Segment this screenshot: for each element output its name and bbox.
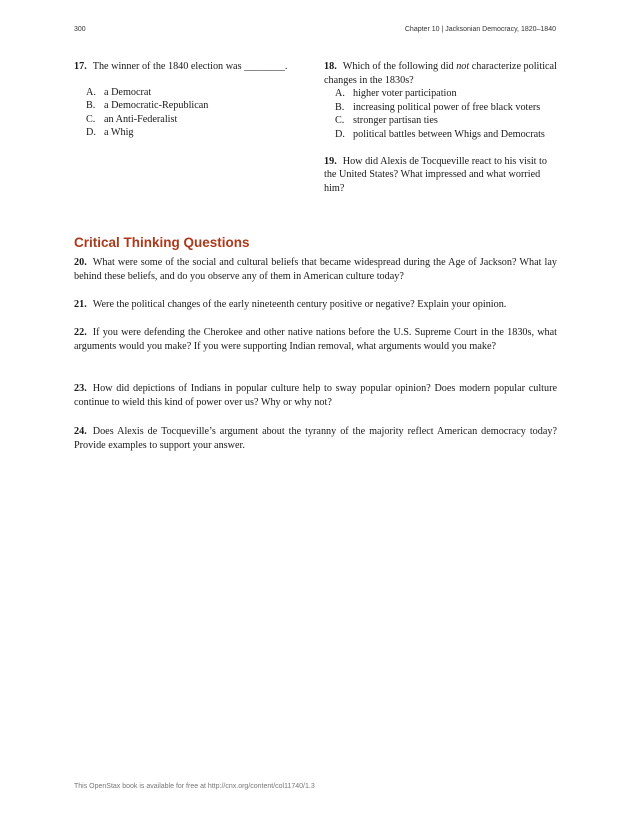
page-footer: This OpenStax book is available for free at http://cnx.org/content/col11740/1.3 [74, 783, 315, 790]
option-letter: B. [335, 101, 345, 113]
question-22 [74, 326, 557, 353]
section-title: Critical Thinking Questions [74, 235, 250, 250]
option-c [324, 114, 558, 128]
question-24 [74, 425, 557, 452]
option-text: increasing political power of free black voters [353, 101, 541, 113]
question-number: 17. [74, 61, 87, 72]
options-list [74, 86, 314, 140]
option-a [74, 86, 314, 100]
option-letter: D. [86, 127, 96, 139]
question-text: How did depictions of Indians in popular culture help to sway popular opinion? Does modern popular culture continue to wield this kind of power over us? Why or why not? [74, 383, 557, 408]
emphasis-text: not [456, 61, 470, 72]
question-text: How did Alexis de Tocqueville react to his visit to the United States? What impressed and what worried him? [324, 155, 547, 194]
option-c [74, 113, 314, 127]
question-number: 18. [324, 61, 337, 72]
option-letter: C. [335, 115, 345, 127]
page-number: 300 [74, 26, 86, 33]
question-23 [74, 382, 557, 409]
option-d [74, 126, 314, 140]
question-text: If you were defending the Cherokee and other native nations before the U.S. Supreme Court in the 1830s, what arguments would you make? If you were supporting Indian removal, what arguments would you make? [74, 327, 557, 352]
question-text: Were the political changes of the early nineteenth century positive or negative? Explain your opinion. [92, 299, 507, 310]
option-text: political battles between Whigs and Democrats [353, 128, 545, 140]
question-number: 20. [74, 257, 87, 268]
option-text: a Democrat [104, 86, 152, 98]
option-letter: D. [335, 128, 345, 140]
question-21 [74, 298, 557, 312]
question-text: Which of the following did [342, 61, 457, 72]
question-text: The winner of the 1840 election was ________. [92, 61, 288, 72]
option-letter: A. [335, 88, 345, 100]
question-20 [74, 256, 557, 283]
option-b [74, 99, 314, 113]
question-number: 24. [74, 426, 87, 437]
option-text: higher voter participation [353, 88, 457, 100]
option-text: a Whig [104, 127, 134, 139]
option-letter: C. [86, 113, 96, 125]
option-letter: A. [86, 86, 96, 98]
left-column [74, 60, 314, 140]
option-text: a Democratic-Republican [104, 100, 209, 112]
question-17 [74, 60, 314, 74]
question-number: 21. [74, 299, 87, 310]
question-19 [324, 155, 558, 196]
option-text: an Anti-Federalist [104, 113, 178, 125]
option-a [324, 87, 558, 101]
question-number: 23. [74, 383, 87, 394]
options-list [324, 87, 558, 141]
question-text: Does Alexis de Tocqueville’s argument about the tyranny of the majority reflect American democracy today? Provide examples to support your answer. [74, 426, 557, 451]
question-text: characterize political changes in the 1830s? [324, 61, 557, 86]
right-column [324, 60, 558, 195]
question-number: 19. [324, 155, 337, 167]
chapter-title: Chapter 10 | Jacksonian Democracy, 1820–1840 [404, 26, 556, 33]
option-letter: B. [86, 100, 96, 112]
option-d [324, 128, 558, 142]
question-text: What were some of the social and cultural beliefs that became widespread during the Age of Jackson? What lay behind these beliefs, and do you observe any of them in American culture today? [74, 257, 557, 282]
option-text: stronger partisan ties [353, 115, 438, 127]
question-number: 22. [74, 327, 87, 338]
question-18 [324, 60, 558, 87]
option-b [324, 101, 558, 115]
